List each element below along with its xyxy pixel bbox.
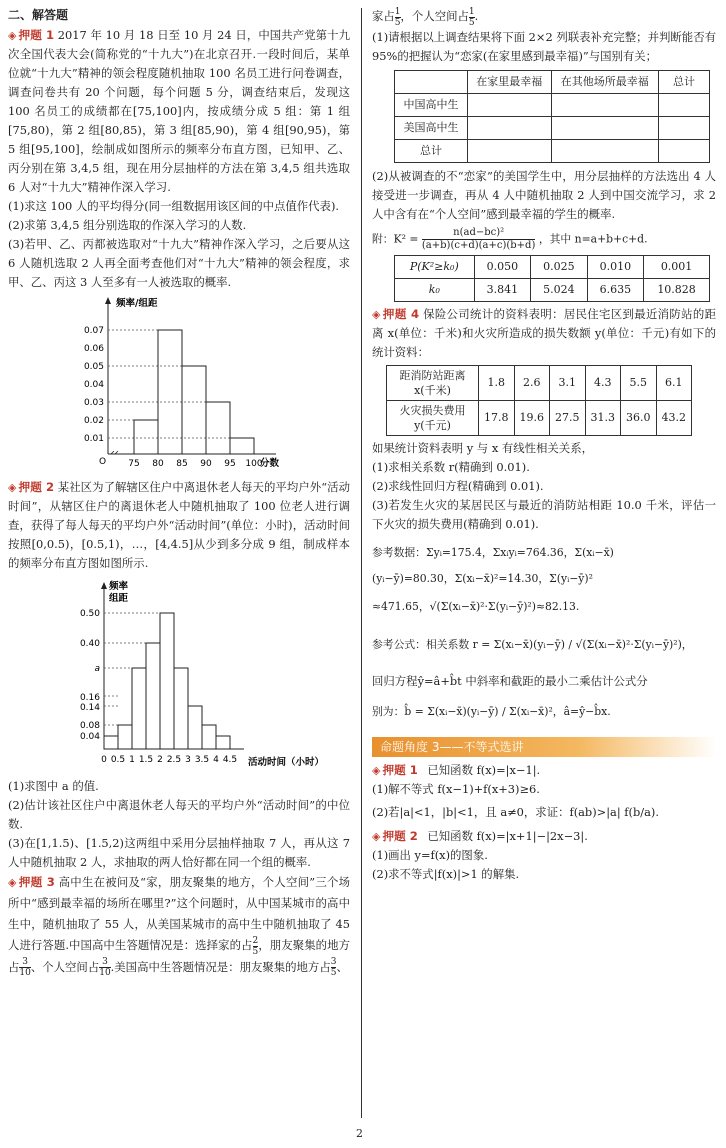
- chart1-guides: [108, 330, 230, 438]
- diamond-icon: ◈: [372, 763, 381, 777]
- problem-2: ◈ 押题 2 某社区为了解辖区住户中离退休老人每天的平均户外“活动时间”，从辖区住户的离退休老人中随机抽取了 100 位老人进行调查，获得了每人每天的平均户外“活动时间”(单位：小时)，活动时间按照[0,0.5)，[0.5,1)，…，[4,4.5]从少到多分成 9 组，制成样本的频率分布直方图如图所示.: [8, 480, 351, 570]
- chart1-ylabel: 频率/组距: [116, 298, 158, 309]
- chart2-ylabel-2: 组距: [109, 593, 129, 604]
- bar: [188, 706, 202, 749]
- ineq-problem-1: ◈ 押题 1 已知函数 f(x)=|x−1|.: [372, 761, 716, 780]
- problem-4-q2: (2)求线性回归方程(精确到 0.01).: [372, 478, 544, 493]
- chart1-xlabel: 分数: [260, 458, 280, 469]
- reference-data-1: 参考数据：Σyᵢ=175.4，Σxᵢyᵢ=764.36，Σ(xᵢ−x̄): [372, 545, 614, 559]
- regression-line: 回归方程ŷ=â+b̂t 中斜率和截距的最小二乘估计公式分: [372, 673, 648, 688]
- y-axis-arrow-icon: [101, 582, 107, 589]
- bar: [146, 643, 160, 749]
- bar: [216, 736, 230, 749]
- bar: [132, 668, 146, 749]
- x-tick: 3: [185, 755, 191, 765]
- problem-4-q3: (3)若发生火灾的某居民区与最近的消防站相距 10.0 千米，评估一下火灾的损失费用(精确到 0.01).: [372, 497, 716, 531]
- chart1-origin: O: [99, 457, 107, 467]
- diamond-icon: ◈: [372, 307, 381, 321]
- bar: [230, 438, 254, 454]
- y-tick: a: [94, 664, 100, 674]
- section-title: 二、解答题: [8, 8, 69, 22]
- y-tick: 0.16: [79, 693, 100, 703]
- x-tick: 0: [101, 755, 107, 765]
- x-tick: 95: [224, 459, 236, 469]
- fraction: $\frac{1}{5}$: [394, 6, 401, 28]
- chart2-ylabel-1: 频率: [109, 581, 129, 592]
- chart1-x-ticks: [128, 459, 263, 469]
- problem-3: ◈ 押题 3 高中生在被问及“家，朋友聚集的地方，个人空间”三个场所中“感到最幸福的场所在哪里?”这个问题时，从中国某城市的高中生中，随机抽取了 55 人，从美国某城市的高中生中随机抽取了 45 人进行答题.中国高中生答题情况是：选择家的占 $\frac{2}{5}$ ，朋友聚集的地方占 $\frac{3}{10}$ 、个人空间占 $\frac{3}{10}$ .美国高中生答题情况是：朋友聚集的地方占 $\frac{3}{5}$ 、: [8, 872, 350, 978]
- problem-4-q1: (1)求相关系数 r(精确到 0.01).: [372, 459, 530, 474]
- diamond-icon: ◈: [8, 876, 17, 889]
- x-tick: 85: [176, 459, 188, 469]
- fraction: $\frac{3}{5}$: [330, 957, 337, 978]
- bar: [182, 366, 206, 454]
- problem-1-q2: (2)求第 3,4,5 组分别选取的作深入学习的人数.: [8, 218, 247, 232]
- problem-1: ◈ 押题 1 2017 年 10 月 18 日至 10 月 24 日，中国共产党第十九次全国代表大会(简称党的“十九大”)在北京召开.一段时间后，某单位就“十九大”精神的领会程度随机抽取 100 名员工进行问卷调查，调查问卷共有 20 个问题，每个问题 5 分，调查结束后，发现这 100 名员工的成绩都在[75,100]内，按成绩分成 5 组：第 1 组[75,80)，第 2 组[80,85)，第 3 组[85,90)，第 4 组[90,95)，第 5 组[95,100]，绘制成如图所示的频率分布直方图，已知甲、乙、丙分别在第 3,4,5 组，现在用分层抽样的方法在第 3,4,5 组共选取 6 人对“十九大”精神作深入学习.: [8, 28, 350, 194]
- histogram-activity-time: [8, 575, 350, 775]
- y-tick: 0.03: [83, 398, 104, 408]
- problem-2-tag: ◈ 押题 2: [8, 480, 54, 494]
- y-tick: 0.02: [83, 416, 104, 426]
- x-tick: 90: [200, 459, 212, 469]
- y-tick: 0.01: [83, 434, 104, 444]
- fraction: $\frac{3}{10}$: [19, 957, 31, 978]
- y-tick: 0.14: [79, 703, 100, 713]
- column-divider: [361, 8, 362, 1118]
- left-column: [8, 6, 350, 978]
- y-tick: 0.04: [79, 732, 100, 742]
- problem-4-line: 如果统计资料表明 y 与 x 有线性相关关系，: [372, 440, 593, 455]
- ineq-problem-2-q2: (2)求不等式|f(x)|>1 的解集.: [372, 866, 520, 881]
- bar: [118, 725, 132, 749]
- chart1-bars: [134, 330, 254, 454]
- bar: [174, 668, 188, 749]
- table-row: 中国高中生: [395, 93, 710, 116]
- diamond-icon: ◈: [8, 29, 17, 42]
- chart2-bars: [104, 613, 230, 749]
- x-tick: 0.5: [110, 755, 126, 765]
- reference-data-2: (yᵢ−ȳ)=80.30，Σ(xᵢ−x̄)²=14.30，Σ(yᵢ−ȳ)²: [372, 571, 593, 585]
- problem-3-q1: (1)请根据以上调查结果将下面 2×2 列联表补充完整；并判断能否有 95%的把握认为“恋家(在家里感到最幸福)”与国别有关；: [372, 29, 716, 63]
- fraction: $\frac{\text{n(ad−bc)²}}{(a+b)(c+d)(a+c)(b+d)}$: [421, 226, 536, 251]
- problem-1-tag: ◈ 押题 1: [8, 28, 54, 42]
- fraction: $\frac{2}{5}$: [252, 935, 259, 957]
- reference-data-3: ≈471.65，√(Σ(xᵢ−x̄)²·Σ(yᵢ−ȳ)²)≈82.13.: [372, 599, 580, 613]
- problem-3-q2: (2)从被调查的不“恋家”的美国学生中，用分层抽样的方法选出 4 人接受进一步调查，再从 4 人中随机抽取 2 人到中国交流学习，求 2 人中含有在“个人空间”感到最幸福的学生的概率.: [372, 168, 716, 221]
- table-row: P(K²≥k₀) 0.050 0.025 0.010 0.001: [395, 255, 710, 278]
- table-row: 美国高中生: [395, 116, 710, 139]
- problem-2-q1: (1)求图中 a 的值.: [8, 779, 99, 793]
- x-tick: 1.5: [138, 755, 154, 765]
- section-banner: 命题角度 3——不等式选讲: [372, 737, 716, 757]
- y-tick: 0.08: [79, 721, 100, 731]
- histogram-score: [8, 294, 350, 474]
- problem-2-q3: (3)在[1,1.5)、[1.5,2)这两组中采用分层抽样抽取 7 人，再从这 7 人中随机抽取 2 人，求抽取的两人恰好都在同一个组的概率.: [8, 836, 350, 869]
- fraction: $\frac{1}{5}$: [468, 6, 475, 28]
- bar: [202, 725, 216, 749]
- y-tick: 0.40: [79, 639, 100, 649]
- chart1-y-ticks: [84, 326, 104, 444]
- bar: [206, 402, 230, 454]
- diamond-icon: ◈: [372, 829, 381, 843]
- x-tick: 2: [157, 755, 163, 765]
- fire-loss-table: [386, 365, 692, 436]
- y-tick: 0.06: [83, 344, 104, 354]
- problem-2-q2: (2)估计该社区住户中离退休老人每天的平均户外“活动时间”的中位数.: [8, 798, 350, 831]
- chart2-x-ticks: [101, 755, 237, 765]
- y-tick: 0.04: [83, 380, 104, 390]
- bar: [160, 613, 174, 749]
- x-tick: 4: [213, 755, 219, 765]
- table-row: 总计: [395, 139, 710, 162]
- table-row: 火灾损失费用y(千元) 17.8 19.6 27.5 31.3 36.0 43.2: [387, 400, 692, 435]
- bar: [104, 736, 118, 749]
- bar: [158, 330, 182, 454]
- y-tick: 0.05: [83, 362, 104, 372]
- x-tick: 80: [152, 459, 164, 469]
- fraction: $\frac{3}{10}$: [99, 957, 111, 978]
- critical-value-table: [394, 255, 710, 302]
- reference-formula: 参考公式：相关系数 r = Σ(xᵢ−x̄)(yᵢ−ȳ) / √(Σ(xᵢ−x̄)²·Σ(yᵢ−ȳ)²)，: [372, 637, 693, 651]
- x-tick: 2.5: [166, 755, 182, 765]
- right-column: [372, 6, 716, 884]
- ineq-problem-1-q1: (1)解不等式 f(x−1)+f(x+3)≥6.: [372, 781, 540, 796]
- ineq-problem-1-q2: (2)若|a|<1，|b|<1，且 a≠0，求证：f(ab)>|a| f(b/a).: [372, 804, 659, 819]
- chart2-y-ticks: [80, 609, 100, 742]
- x-tick: 100: [245, 459, 263, 469]
- diamond-icon: ◈: [8, 481, 17, 494]
- table-row: k₀ 3.841 5.024 6.635 10.828: [395, 278, 710, 301]
- x-tick: 75: [128, 459, 140, 469]
- ineq-problem-2-q1: (1)画出 y=f(x)的图象.: [372, 847, 488, 862]
- ineq-problem-2: ◈ 押题 2 已知函数 f(x)=|x+1|−|2x−3|.: [372, 827, 716, 846]
- k2-formula: 附：K² = $\frac{\text{n(ad−bc)²}}{(a+b)(c+d)(a+c)(b+d)}$ ，其中 n=a+b+c+d.: [372, 226, 648, 251]
- problem-4: ◈ 押题 4 保险公司统计的资料表明：居民住宅区到最近消防站的距离 x(单位：千米)和火灾所造成的损失数额 y(单位：千元)有如下的统计资料：: [372, 306, 716, 359]
- page-number: 2: [356, 1127, 363, 1140]
- bar: [134, 420, 158, 454]
- ineq-problem-1-tag: ◈ 押题 1: [372, 763, 418, 777]
- problem-3-continued: 家占 $\frac{1}{5}$ ，个人空间占 $\frac{1}{5}$ .: [372, 6, 479, 28]
- problem-1-q1: (1)求这 100 人的平均得分(同一组数据用该区间的中点值作代表).: [8, 199, 340, 213]
- x-tick: 4.5: [222, 755, 238, 765]
- ineq-problem-2-tag: ◈ 押题 2: [372, 829, 418, 843]
- contingency-table: [394, 70, 710, 163]
- x-tick: 3.5: [194, 755, 210, 765]
- table-row: 距消防站距离x(千米) 1.8 2.6 3.1 4.3 5.5 6.1: [387, 365, 692, 400]
- problem-1-q3: (3)若甲、乙、丙都被选取对“十九大”精神作深入学习，之后要从这 6 人随机选取 2 人再全面考查他们对“十九大”精神的领会程度，求甲、乙、丙这 3 人至多有一人被选取的概率.: [8, 237, 350, 289]
- table-row: 在家里最幸福 在其他场所最幸福 总计: [395, 70, 710, 93]
- y-axis-arrow-icon: [105, 297, 111, 304]
- problem-4-tag: ◈ 押题 4: [372, 307, 419, 321]
- regression-line-2: 别为：b̂ = Σ(xᵢ−x̄)(yᵢ−ȳ) / Σ(xᵢ−x̄)²，â=ŷ−b̂x.: [372, 704, 611, 718]
- y-tick: 0.07: [83, 326, 104, 336]
- problem-3-tag: ◈ 押题 3: [8, 875, 55, 889]
- chart2-xlabel: 活动时间（小时）: [248, 757, 325, 768]
- y-tick: 0.50: [79, 609, 100, 619]
- x-tick: 1: [129, 755, 135, 765]
